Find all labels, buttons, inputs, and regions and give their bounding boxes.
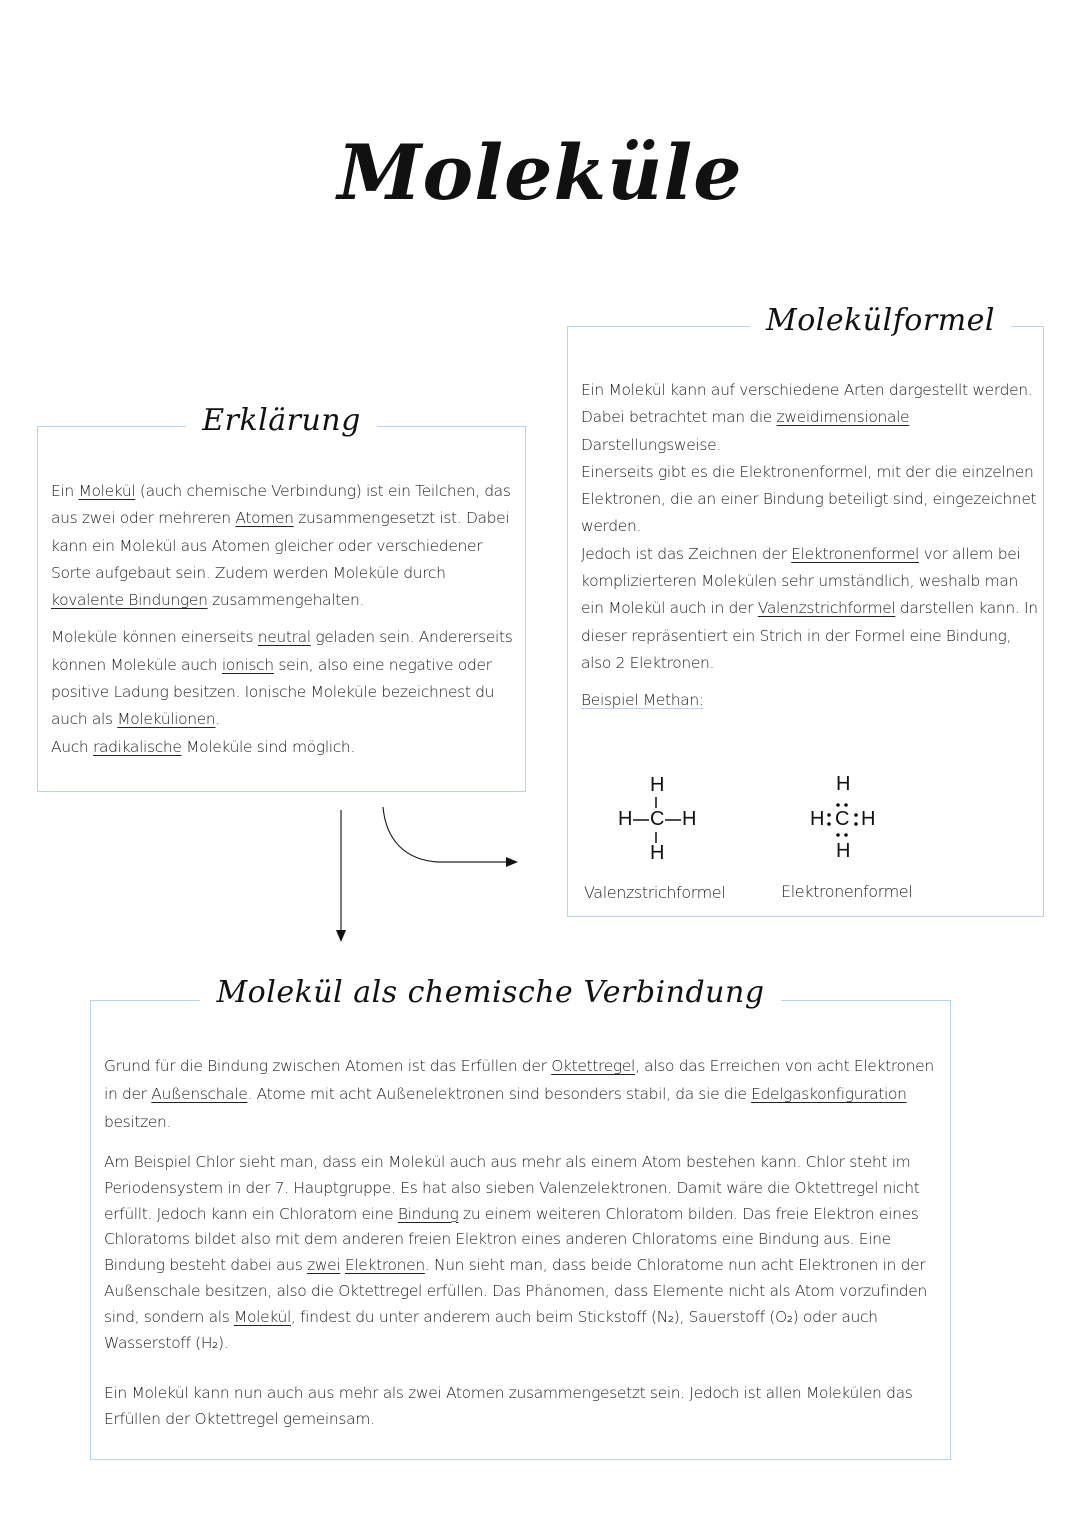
erklaerung-paragraph-1: Ein Molekül (auch chemische Verbindung) ist ein Teilchen, das aus zwei oder mehreren Atomen zusammengesetzt ist. Dabei kann ein Molekül aus Atomen gleicher oder verschiedener Sorte aufgebaut sein. Zudem werden Moleküle durch kovalente Bindungen zusammengehalten. [51, 482, 511, 610]
erklaerung-box [37, 403, 526, 792]
verbindung-paragraph-2: Am Beispiel Chlor sieht man, dass ein Molekül auch aus mehr als einem Atom bestehen kann. Chlor steht im Periodensystem in der 7. Hauptgruppe. Es hat also sieben Valenzelektronen. Damit wäre die Oktettregel nicht erfüllt. Jedoch kann ein Chloratom eine Bindung zu einem weiteren Chloratom bilden. Das freie Elektron eines Chloratoms bildet also mit dem anderen freien Elektron eines anderen Chloratoms eine Bindung aus. Eine Bindung besteht dabei aus zwei Elektronen. Nun sieht man, dass beide Chloratome nun acht Elektronen in der Außenschale besitzen, also die Oktettregel erfüllen. Das Phänomen, dass Elemente nicht als Atom vorzufinden sind, sondern als Molekül, findest du unter anderem auch beim Stickstoff (N₂), Sauerstoff (O₂) oder auch Wasserstoff (H₂). [104, 1153, 927, 1352]
valence-caption: Valenzstrichformel [584, 883, 726, 902]
term-zwei: zwei [307, 1256, 341, 1275]
term-elektronenformel: Elektronenformel [791, 544, 920, 563]
molekuelformel-box: Molekülformel Ein Molekül kann auf verschiedene Arten dargestellt werden. Dabei betrachtet man die zweidimensionale Darstellungsweise. Einerseits gibt es die Elektronenformel, mit der die einzelnen Elektronen, die an einer Bindung beteiligt sind, eingezeichnet werden. Jedoch ist das Zeichnen der Elektronenformel vor allem bei komplizierteren Molekülen sehr umständlich, weshalb man ein Molekül auch in der Valenzstrichformel darstellen kann. In dieser repräsentiert ein Strich in der Formel eine Bindung, also 2 Elektronen. Beispiel Methan: H H H C H Valenzstrichformel H H H C H Elektronenformel [567, 326, 1044, 917]
term-molekuel-2: Molekül [234, 1307, 291, 1326]
term-edelgaskonfiguration: Edelgaskonfiguration [751, 1085, 907, 1103]
term-ionisch: ionisch [221, 655, 274, 674]
page-title: Moleküle [337, 128, 743, 217]
term-aussenschale: Außenschale [151, 1085, 248, 1103]
erklaerung-paragraph-2: Moleküle können einerseits neutral geladen sein. Andererseits können Moleküle auch ionisch sein, also eine negative oder positive Ladung besitzen. Ionische Moleküle bezeichnest du auch als Molekülionen. Auch radikalische Moleküle sind möglich. [51, 628, 513, 756]
term-zweidimensionale: zweidimensionale [776, 408, 910, 427]
term-kovalente-bindungen: kovalente Bindungen [51, 591, 208, 610]
verbindung-box [90, 975, 951, 1460]
bond-lines [568, 327, 1045, 918]
arrow-down-icon [336, 810, 346, 942]
term-neutral: neutral [257, 628, 311, 647]
erklaerung-heading-text: Erklärung [186, 403, 377, 438]
erklaerung-heading [38, 403, 525, 438]
arrow-curve-right-icon [383, 807, 518, 867]
term-molekuelionen: Molekülionen [117, 710, 216, 729]
verbindung-heading-text: Molekül als chemische Verbindung [200, 975, 780, 1010]
verbindung-paragraph-3: Ein Molekül kann nun auch aus mehr als zwei Atomen zusammengesetzt sein. Jedoch ist allen Molekülen das Erfüllen der Oktettregel gemeinsam. [104, 1384, 913, 1429]
term-bindung: Bindung [397, 1204, 459, 1223]
term-molekuel: Molekül [78, 482, 136, 500]
term-elektronen: Elektronen [344, 1256, 425, 1275]
electron-caption: Elektronenformel [781, 882, 913, 901]
term-valenzstrichformel: Valenzstrichformel [757, 599, 896, 618]
term-atomen: Atomen [235, 509, 294, 528]
molekuelformel-heading-text: Molekülformel [750, 303, 1011, 338]
term-radikalische: radikalische [92, 737, 182, 756]
verbindung-heading [31, 975, 950, 1010]
term-oktettregel: Oktettregel [551, 1057, 635, 1075]
example-label: Beispiel Methan: [581, 691, 704, 710]
molekuelformel-paragraph: Ein Molekül kann auf verschiedene Arten dargestellt werden. Dabei betrachtet man die zweidimensionale Darstellungsweise. Einerseits gibt es die Elektronenformel, mit der die einzelnen Elektronen, die an einer Bindung beteiligt sind, eingezeichnet werden. Jedoch ist das Zeichnen der Elektronenformel vor allem bei komplizierteren Molekülen sehr umständlich, weshalb man ein Molekül auch in der Valenzstrichformel darstellen kann. In dieser repräsentiert ein Strich in der Formel eine Bindung, also 2 Elektronen. [581, 381, 1038, 672]
verbindung-paragraph-1: Grund für die Bindung zwischen Atomen ist das Erfüllen der Oktettregel, also das Erreichen von acht Elektronen in der Außenschale. Atome mit acht Außenelektronen sind besonders stabil, da sie die Edelgaskonfiguration besitzen. [104, 1057, 934, 1131]
